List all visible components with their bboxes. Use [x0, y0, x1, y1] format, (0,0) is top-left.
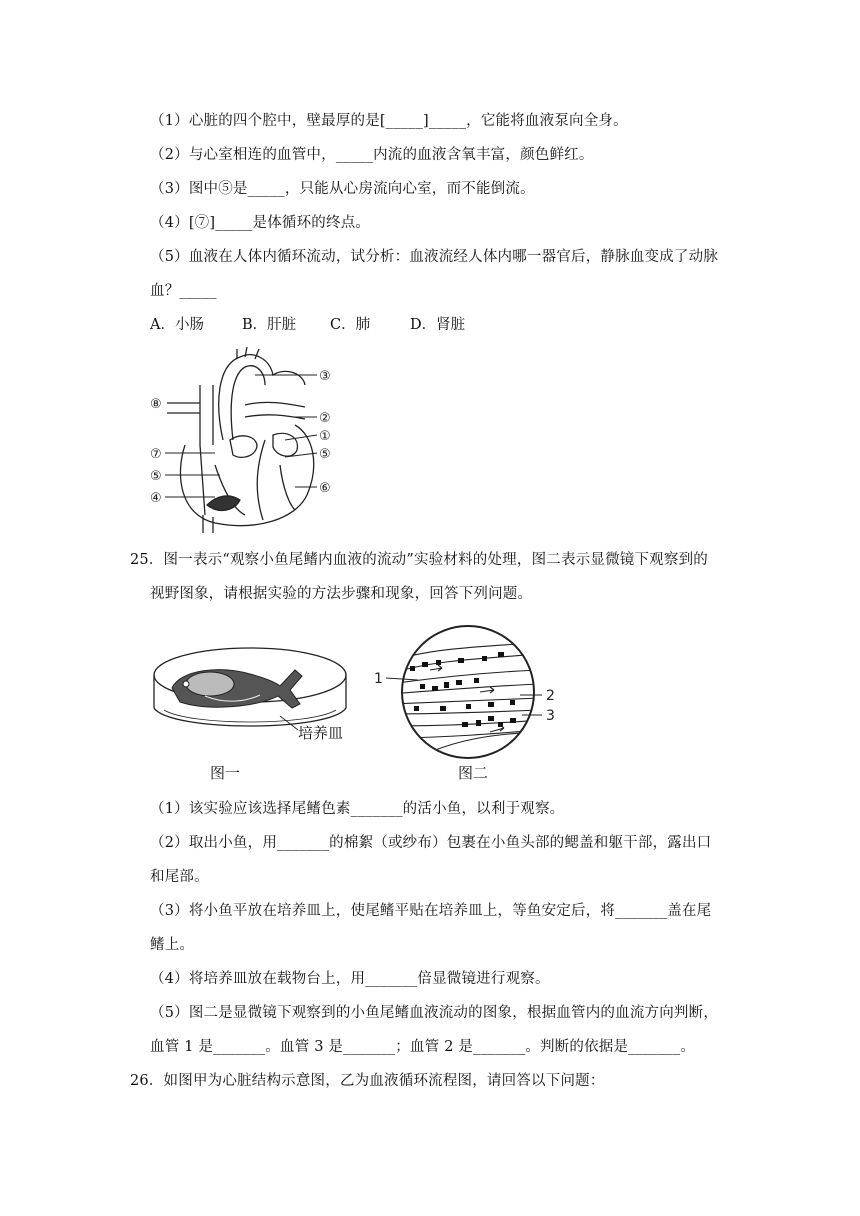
heart-label-1: ① [319, 429, 331, 444]
q24-sub2: （2）与心室相连的血管中，_____内流的血液含氧丰富，颜色鲜红。 [150, 147, 594, 163]
heart-label-7: ⑦ [150, 447, 162, 462]
micro-label-3: 3 [546, 708, 555, 724]
heart-diagram [145, 345, 345, 535]
q24-option-c: C．肺 [330, 317, 371, 333]
q24-sub4: （4）[⑦]_____是体循环的终点。 [150, 215, 371, 231]
figure-2-caption: 图二 [458, 764, 489, 782]
microscope-view-figure [370, 622, 570, 762]
heart-label-5-right: ⑤ [319, 447, 331, 462]
q25-stem-line2: 视野图象，请根据实验的方法步骤和现象，回答下列问题。 [150, 586, 533, 602]
q25-stem-line1: 25．图一表示“观察小鱼尾鳍内血液的流动”实验材料的处理，图二表示显微镜下观察到的 [130, 552, 708, 568]
q25-sub1: （1）该实验应该选择尾鳍色素_______的活小鱼，以利于观察。 [150, 801, 565, 817]
figure-1-caption: 图一 [210, 764, 241, 782]
q24-sub5-line1: （5）血液在人体内循环流动，试分析：血液流经人体内哪一器官后，静脉血变成了动脉 [150, 249, 719, 265]
dish-label: 培养皿 [298, 724, 344, 742]
q25-sub5-line2: 血管 1 是_______。血管 3 是_______；血管 2 是_______。判断的依据是_______。 [150, 1039, 696, 1055]
q25-sub2-line2: 和尾部。 [150, 869, 209, 885]
heart-label-5-left: ⑤ [150, 469, 162, 484]
heart-label-8: ⑧ [150, 397, 162, 412]
heart-label-6: ⑥ [319, 481, 331, 496]
q25-sub2-line1: （2）取出小鱼，用_______的棉絮（或纱布）包裹在小鱼头部的鳃盖和躯干部，露出口 [150, 835, 712, 851]
q26-stem: 26．如图甲为心脏结构示意图，乙为血液循环流程图，请回答以下问题： [130, 1073, 605, 1089]
heart-label-4: ④ [150, 491, 162, 506]
q24-sub3: （3）图中⑤是_____，只能从心房流向心室，而不能倒流。 [150, 181, 535, 197]
q25-sub5-line1: （5）图二是显微镜下观察到的小鱼尾鳍血液流动的图象，根据血管内的血流方向判断， [150, 1005, 719, 1021]
q24-option-b: B．肝脏 [242, 317, 297, 333]
q25-sub4: （4）将培养皿放在载物台上，用_______倍显微镜进行观察。 [150, 971, 550, 987]
q25-sub3-line2: 鳍上。 [150, 937, 195, 953]
q24-option-d: D．肾脏 [410, 317, 466, 333]
heart-label-2: ② [319, 411, 331, 426]
q24-option-a: A．小肠 [150, 317, 204, 333]
micro-label-2: 2 [546, 688, 555, 704]
q24-sub5-line2: 血？_____ [150, 283, 217, 299]
heart-label-3: ③ [319, 369, 331, 384]
micro-label-1: 1 [374, 671, 383, 687]
q24-sub1: （1）心脏的四个腔中，壁最厚的是[_____]_____，它能将血液泵向全身。 [150, 113, 628, 129]
q25-sub3-line1: （3）将小鱼平放在培养皿上，使尾鳍平贴在培养皿上，等鱼安定后，将_______盖在尾 [150, 903, 712, 919]
